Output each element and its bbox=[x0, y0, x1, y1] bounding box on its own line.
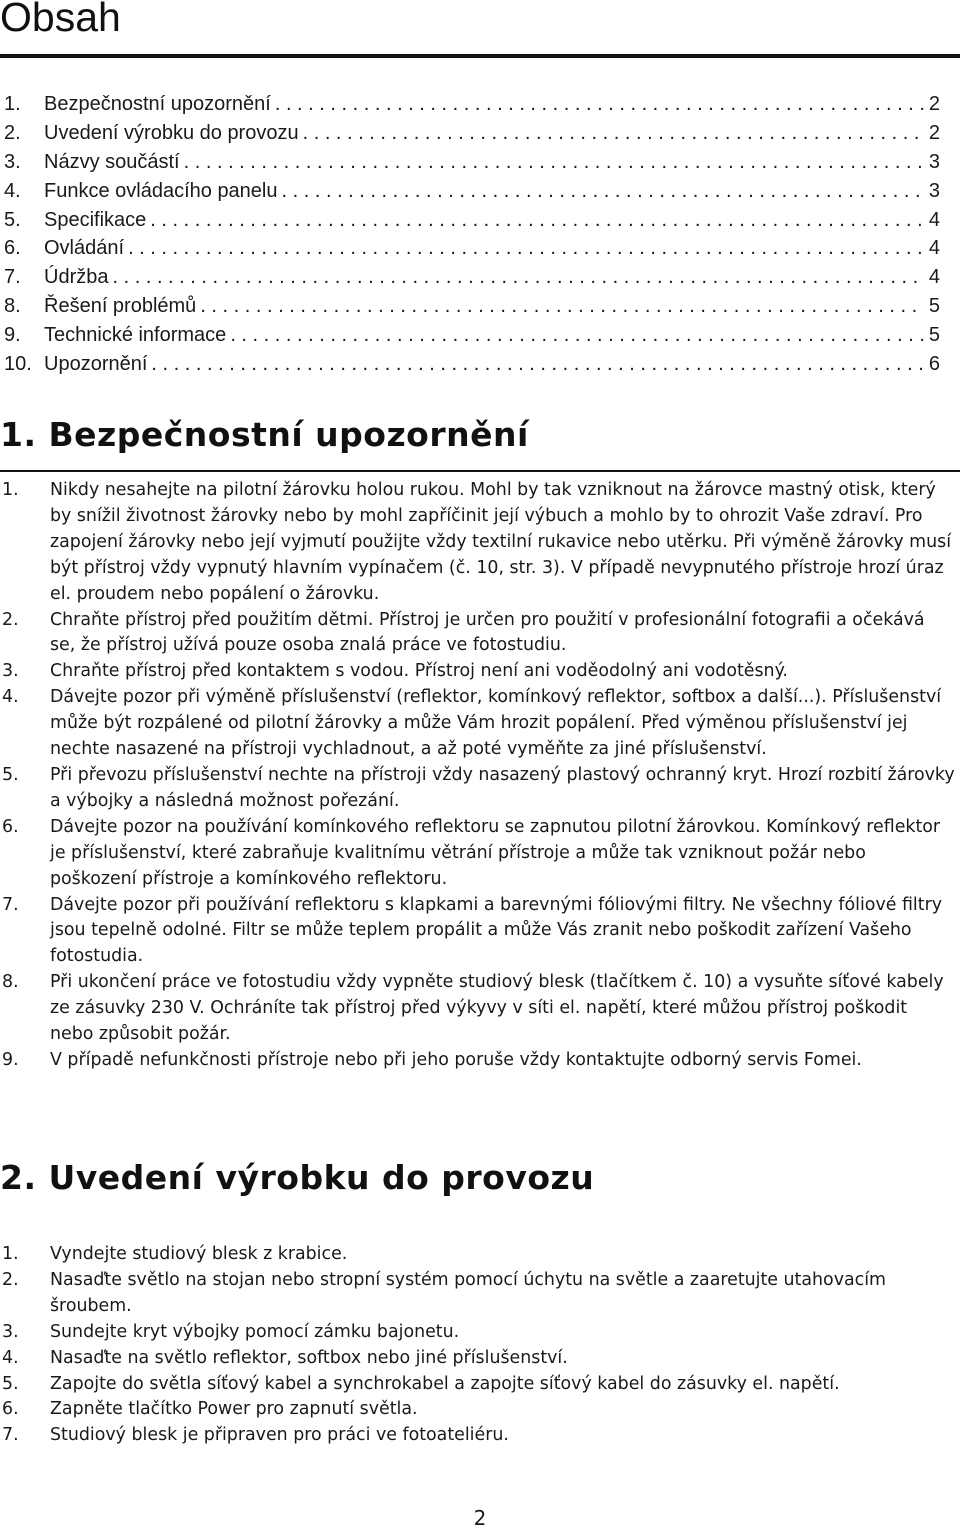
toc-leader-dots bbox=[278, 177, 925, 206]
toc-entry[interactable] bbox=[0, 292, 940, 321]
toc-entry-number: 2. bbox=[4, 121, 21, 144]
toc-entry-label: Bezpečnostní upozornění bbox=[44, 93, 271, 115]
toc-entry-page: 5 bbox=[928, 295, 940, 318]
list-item bbox=[0, 970, 955, 1048]
toc-entry[interactable] bbox=[0, 90, 940, 119]
toc-entry-page: 4 bbox=[928, 266, 940, 289]
table-of-contents bbox=[0, 90, 940, 379]
list-item-number: 2. bbox=[2, 609, 19, 630]
list-item bbox=[0, 1048, 955, 1074]
toc-entry-number: 5. bbox=[4, 208, 21, 231]
toc-leader-dots bbox=[299, 119, 924, 148]
toc-entry-number: 7. bbox=[4, 266, 21, 289]
toc-entry[interactable] bbox=[0, 350, 940, 379]
toc-leader-dots bbox=[147, 350, 924, 379]
section-heading-safety: 1. Bezpečnostní upozornění bbox=[0, 415, 529, 454]
list-item bbox=[0, 1372, 955, 1398]
list-item bbox=[0, 1346, 955, 1372]
toc-entry-page: 6 bbox=[928, 353, 940, 376]
toc-entry[interactable] bbox=[0, 321, 940, 350]
list-item bbox=[0, 478, 955, 608]
toc-entry[interactable] bbox=[0, 234, 940, 263]
toc-leader-dots bbox=[124, 234, 924, 263]
list-item bbox=[0, 685, 955, 763]
list-item-number: 6. bbox=[2, 1399, 19, 1420]
list-item-text: Nasaďte na světlo reflektor, softbox nebo jiné příslušenství. bbox=[50, 1347, 568, 1368]
toc-entry-label: Technické informace bbox=[44, 324, 227, 347]
list-item bbox=[0, 763, 955, 815]
toc-entry-number: 4. bbox=[4, 179, 21, 202]
list-item-number: 3. bbox=[2, 661, 19, 682]
toc-entry-number: 3. bbox=[4, 150, 21, 173]
toc-entry-page: 3 bbox=[928, 179, 940, 202]
list-item-text: Zapojte do světla síťový kabel a synchrokabel a zapojte síťový kabel do zásuvky el. napětí. bbox=[50, 1373, 840, 1394]
setup-steps-list bbox=[0, 1242, 955, 1449]
toc-entry-page: 2 bbox=[928, 121, 940, 144]
list-item-number: 5. bbox=[2, 1373, 19, 1394]
toc-entry-page: 5 bbox=[928, 324, 940, 347]
list-item-number: 3. bbox=[2, 1321, 19, 1342]
list-item bbox=[0, 893, 955, 971]
list-item-text: Dávejte pozor při používání reflektoru s klapkami a barevnými fóliovými filtry. Ne všechny fóliové filtry jsou tepelně odolné. Filtr se může teplem propálit a může Vás zranit nebo poškodit zařízení Vašeho fotostudia. bbox=[50, 894, 943, 967]
toc-leader-dots bbox=[226, 321, 924, 350]
list-item bbox=[0, 659, 955, 685]
list-item-number: 5. bbox=[2, 764, 19, 785]
toc-entry-page: 4 bbox=[928, 208, 940, 231]
toc-entry-number: 8. bbox=[4, 295, 21, 318]
list-item-number: 2. bbox=[2, 1269, 19, 1290]
toc-entry[interactable] bbox=[0, 148, 940, 177]
list-item-number: 9. bbox=[2, 1049, 19, 1070]
list-item-text: Nasaďte světlo na stojan nebo stropní systém pomocí úchytu na světle a zaaretujte utahovacím šroubem. bbox=[50, 1269, 886, 1316]
list-item bbox=[0, 1320, 955, 1346]
list-item-text: Dávejte pozor na používání komínkového reflektoru se zapnutou pilotní žárovkou. Komínkový reflektor je příslušenství, které zabraňuje kvalitnímu větrání přístroje a může tak vzniknout požár nebo poškození přístroje a komínkového reflektoru. bbox=[50, 816, 941, 889]
list-item bbox=[0, 1423, 955, 1449]
list-item-number: 6. bbox=[2, 816, 19, 837]
list-item-number: 7. bbox=[2, 1425, 19, 1446]
list-item-text: V případě nefunkčnosti přístroje nebo při jeho poruše vždy kontaktujte odborný servis Fomei. bbox=[50, 1049, 862, 1070]
toc-entry-label: Ovládání bbox=[44, 237, 125, 260]
list-item-number: 4. bbox=[2, 687, 19, 708]
list-item-text: Zapněte tlačítko Power pro zapnutí světla. bbox=[50, 1399, 418, 1420]
toc-leader-dots bbox=[108, 263, 924, 292]
list-item-text: Sundejte kryt výbojky pomocí zámku bajonetu. bbox=[50, 1321, 460, 1342]
toc-leader-dots bbox=[196, 292, 924, 321]
list-item-text: Vyndejte studiový blesk z krabice. bbox=[50, 1244, 348, 1264]
toc-entry-number: 9. bbox=[4, 324, 21, 347]
list-item-number: 4. bbox=[2, 1347, 19, 1368]
section-rule bbox=[0, 470, 960, 472]
list-item-text: Při ukončení práce ve fotostudiu vždy vypněte studiový blesk (tlačítkem č. 10) a vysuňte síťové kabely ze zásuvky 230 V. Ochráníte tak přístroj před výkyvy v síti el. napětí, které můžou přístroj poškodit nebo způsobit požár. bbox=[50, 972, 944, 1045]
list-item-text: Studiový blesk je připraven pro práci ve fotoateliéru. bbox=[50, 1425, 509, 1446]
toc-entry-number: 1. bbox=[4, 93, 21, 115]
toc-entry[interactable] bbox=[0, 206, 940, 235]
list-item-text: Dávejte pozor při výměně příslušenství (reflektor, komínkový reflektor, softbox a další...). Příslušenství může být rozpálené od pilotní žárovky a může Vám hrozit popálení. Před výměnou příslušenství jej nechte nasazené na přístroji vychladnout, a až poté vyměňte za jiné příslušenství. bbox=[50, 687, 942, 760]
list-item-text: Chraňte přístroj před kontaktem s vodou. Přístroj není ani voděodolný ani vodotěsný. bbox=[50, 661, 788, 682]
toc-entry[interactable] bbox=[0, 177, 940, 206]
list-item-text: Při převozu příslušenství nechte na přístroji vždy nasazený plastový ochranný kryt. Hrozí rozbití žárovky a výbojky a následná možnost pořezání. bbox=[50, 764, 955, 811]
toc-entry-label: Uvedení výrobku do provozu bbox=[44, 121, 299, 144]
toc-leader-dots bbox=[180, 148, 924, 177]
list-item-number: 7. bbox=[2, 894, 19, 915]
list-item bbox=[0, 1242, 955, 1268]
list-item-number: 1. bbox=[2, 480, 19, 500]
safety-instructions-list bbox=[0, 478, 955, 1074]
page-title: Obsah bbox=[0, 0, 121, 40]
toc-entry-number: 10. bbox=[4, 353, 32, 376]
title-rule bbox=[0, 54, 960, 58]
toc-entry[interactable] bbox=[0, 263, 940, 292]
toc-entry-label: Funkce ovládacího panelu bbox=[44, 179, 278, 202]
list-item-number: 1. bbox=[2, 1244, 19, 1264]
toc-entry-label: Řešení problémů bbox=[44, 295, 197, 318]
toc-entry-label: Názvy součástí bbox=[44, 150, 180, 173]
list-item bbox=[0, 815, 955, 893]
list-item bbox=[0, 1268, 955, 1320]
list-item-text: Nikdy nesahejte na pilotní žárovku holou rukou. Mohl by tak vzniknout na žárovce mastný otisk, který by snížil životnost žárovky nebo by mohl zapříčinit její výbuch a mohlo by to ohrozit Vaše zdraví. Pro zapojení žárovky nebo její vyjmutí použijte vždy textilní rukavice nebo utěrku. Při výměně žárovky musí být přístroj vždy vypnutý hlavním vypínačem (č. 10, str. 3). V případě nevypnutého přístroje hrozí úraz el. proudem nebo popálení o žárovku. bbox=[50, 480, 952, 604]
toc-entry[interactable] bbox=[0, 119, 940, 148]
toc-entry-label: Specifikace bbox=[44, 208, 147, 231]
toc-leader-dots bbox=[271, 90, 924, 119]
toc-entry-number: 6. bbox=[4, 237, 21, 260]
page-number: 2 bbox=[473, 1506, 487, 1530]
toc-entry-page: 4 bbox=[928, 237, 940, 260]
toc-entry-label: Údržba bbox=[44, 266, 109, 289]
toc-entry-label: Upozornění bbox=[44, 353, 148, 376]
toc-entry-page: 3 bbox=[928, 150, 940, 173]
list-item bbox=[0, 608, 955, 660]
toc-leader-dots bbox=[146, 206, 924, 235]
list-item bbox=[0, 1397, 955, 1423]
list-item-text: Chraňte přístroj před použitím dětmi. Přístroj je určen pro použití v profesionální fotografii a očekává se, že přístroj užívá pouze osoba znalá práce ve fotostudiu. bbox=[50, 609, 925, 656]
list-item-number: 8. bbox=[2, 972, 19, 993]
toc-entry-page: 2 bbox=[928, 93, 940, 115]
section-heading-setup: 2. Uvedení výrobku do provozu bbox=[0, 1158, 595, 1197]
